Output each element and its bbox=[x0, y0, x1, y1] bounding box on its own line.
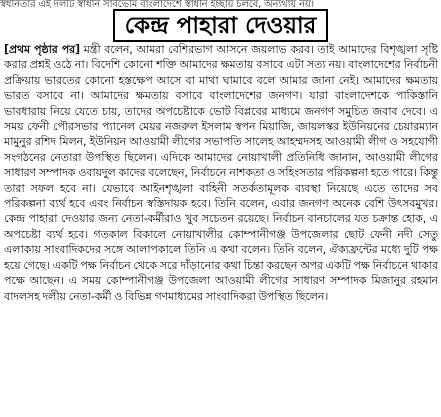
continuation-byline: [প্রথম পৃষ্ঠার পর] bbox=[4, 43, 80, 56]
headline-container bbox=[0, 8, 441, 42]
article-body-text: মন্ত্রী বলেন, আমরা বেশিরভাগ আসনে জয়লাভ করব। তাই আমাদের বিশৃঙ্খলা সৃষ্টি করার প্রশ্নই ওঠে না। বিদেশি কোনো শক্তি আমাদের ক্ষমতায় বসাবে এটা সত্য নয়। বাংলাদেশের নির্বাচনী প্রক্রিয়ায় ভারতের কোনো হস্তক্ষেপ আসে বা মাথা ঘামাবে বলে আমার জানা নেই। আমাদের ক্ষমতায় ভারত বসাবে না। আমাদের ক্ষমতায় বসাবে বাংলাদেশের জনগণ। যারা বাংলাদেশকে পাকিস্তানি ভাবধারায় নিয়ে যেতে চায়, তাদের অপচেষ্টাকে ভোট বিপ্লবের মাধ্যমে জনগণ সমুচিত জবাব দেবে। এ সময় ফেনী পৌরসভার প্যানেল মেয়র নজরুল ইসলাম স্বপন মিয়াজি, জায়লস্কর ইউনিয়নের চেয়ারম্যান মামুনুর রশিদ মিলন, ইউনিয়ন আওয়ামী লীগের সভাপতি সালেহ আহম্মদসহ আওয়ামী লীগ ও সহযোগী সংগঠনের নেতারা উপস্থিত ছিলেন। এদিকে আমাদের নোয়াখালী প্রতিনিধি জানান, আওয়ামী লীগের সাধারণ সম্পাদক ওবায়দুল কাদের বলেছেন, নির্বাচনে নাশকতা ও সহিংসতার পরিকল্পনা হতে পারে। কিন্তু তারা সফল হবে না। যেভাবে আইনশৃঙ্খলা বাহিনী সতর্কতামূলক ব্যবস্থা নিয়েছে এতে তাদের সব পরিকল্পনা ব্যর্থ হবে এবং নির্বাচন স্বস্তিদায়ক হবে। তিনি বলেন, এবার জনগণ অনেক বেশি উৎসবমুখর। কেন্দ্র পাহারা দেওয়ার জন্য নেতা-কর্মীরাও খুব সচেতন রয়েছে। নির্বাচন বানচালের যত চক্রান্ত হোক, এ অপচেষ্টা ব্যর্থ হবে। গতকাল বিকালে নোয়াখালীর কোম্পানীগঞ্জ উপজেলার ছোট ফেনী নদী সেতু এলাকায় সাংবাদিকদের সঙ্গে আলাপকালে তিনি এ কথা বলেন। তিনি বলেন, ঐক্যফ্রন্টের মধ্যে দুটি পক্ষ হয়ে গেছে। একটি পক্ষ নির্বাচন থেকে সরে দাঁড়ানোর কথা চিন্তা করছেন অপর একটি পক্ষ নির্বাচনে থাকার পক্ষে আছেন। এ সময় কোম্পানীগঞ্জ উপজেলা আওয়ামী লীগের সাধারণ সম্পাদক মিজানুর রহমান বাদলসহ দলীয় নেতা-কর্মী ও বিভিন্ন গণমাধ্যমের সাংবাদিকরা উপস্থিত ছিলেন। bbox=[4, 43, 438, 303]
clipped-previous-article-line: স্বধীনতার এই দলটি স্বাধীন সার্বভৌম বাংলাদেশে স্বাধীন ইচ্ছায় চলবে, অন্যথায় নয়। bbox=[0, 0, 314, 10]
article-body bbox=[4, 42, 438, 414]
article-headline: কেন্দ্র পাহারা দেওয়ার bbox=[113, 9, 329, 42]
